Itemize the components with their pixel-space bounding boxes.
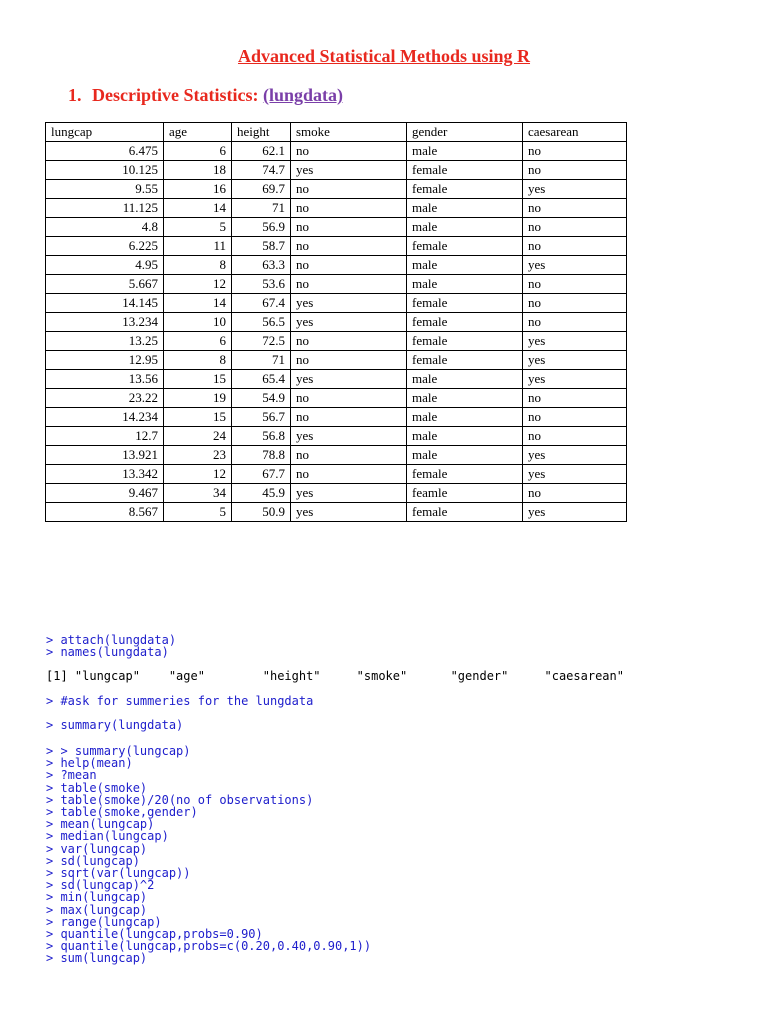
table-row <box>46 351 627 370</box>
section-heading <box>68 85 343 106</box>
table-cell-caesarean: yes <box>523 351 627 370</box>
table-cell-height: 58.7 <box>232 237 291 256</box>
table-row <box>46 237 627 256</box>
table-cell-caesarean: yes <box>523 503 627 522</box>
table-cell-caesarean: yes <box>523 180 627 199</box>
table-cell-lungcap: 14.145 <box>46 294 164 313</box>
table-cell-height: 56.8 <box>232 427 291 446</box>
table-cell-height: 69.7 <box>232 180 291 199</box>
table-header-row <box>46 123 627 142</box>
console-command-line: > var(lungcap) <box>46 841 148 856</box>
table-cell-caesarean: no <box>523 199 627 218</box>
table-cell-height: 56.9 <box>232 218 291 237</box>
table-cell-gender: male <box>407 370 523 389</box>
table-row <box>46 256 627 275</box>
table-cell-caesarean: yes <box>523 332 627 351</box>
table-row <box>46 484 627 503</box>
table-cell-lungcap: 12.7 <box>46 427 164 446</box>
table-cell-height: 56.5 <box>232 313 291 332</box>
table-cell-caesarean: no <box>523 484 627 503</box>
table-cell-height: 65.4 <box>232 370 291 389</box>
console-command-line: > names(lungdata) <box>46 645 169 660</box>
table-cell-gender: male <box>407 142 523 161</box>
column-header-age: age <box>164 123 232 142</box>
table-cell-smoke: no <box>291 389 407 408</box>
table-cell-smoke: no <box>291 275 407 294</box>
table-cell-smoke: yes <box>291 370 407 389</box>
table-cell-gender: female <box>407 332 523 351</box>
table-cell-smoke: no <box>291 465 407 484</box>
console-command-line: > mean(lungcap) <box>46 817 155 832</box>
table-cell-height: 63.3 <box>232 256 291 275</box>
table-row <box>46 199 627 218</box>
table-cell-smoke: no <box>291 199 407 218</box>
table-row <box>46 427 627 446</box>
column-header-smoke: smoke <box>291 123 407 142</box>
column-header-gender: gender <box>407 123 523 142</box>
console-command-line: > table(smoke,gender) <box>46 805 198 820</box>
table-cell-age: 12 <box>164 465 232 484</box>
table-cell-gender: female <box>407 503 523 522</box>
table-cell-smoke: yes <box>291 294 407 313</box>
table-cell-age: 8 <box>164 256 232 275</box>
table-cell-gender: male <box>407 389 523 408</box>
table-row <box>46 389 627 408</box>
table-row <box>46 465 627 484</box>
table-cell-lungcap: 13.921 <box>46 446 164 465</box>
table-cell-age: 16 <box>164 180 232 199</box>
table-cell-age: 15 <box>164 408 232 427</box>
table-cell-gender: female <box>407 351 523 370</box>
table-cell-age: 14 <box>164 199 232 218</box>
table-cell-age: 18 <box>164 161 232 180</box>
table-cell-lungcap: 4.95 <box>46 256 164 275</box>
table-cell-gender: female <box>407 465 523 484</box>
table-row <box>46 294 627 313</box>
table-cell-age: 12 <box>164 275 232 294</box>
table-cell-smoke: yes <box>291 503 407 522</box>
table-cell-lungcap: 12.95 <box>46 351 164 370</box>
table-cell-gender: male <box>407 199 523 218</box>
console-command-line: > table(smoke) <box>46 780 148 795</box>
table-cell-caesarean: yes <box>523 370 627 389</box>
table-cell-lungcap: 13.234 <box>46 313 164 332</box>
table-row <box>46 503 627 522</box>
table-cell-age: 34 <box>164 484 232 503</box>
console-command-line: > quantile(lungcap,probs=c(0.20,0.40,0.90,1)) <box>46 939 372 954</box>
table-cell-age: 11 <box>164 237 232 256</box>
table-cell-age: 14 <box>164 294 232 313</box>
table-cell-height: 67.4 <box>232 294 291 313</box>
table-cell-smoke: no <box>291 256 407 275</box>
table-cell-caesarean: no <box>523 294 627 313</box>
lungdata-table <box>45 122 627 522</box>
table-cell-height: 53.6 <box>232 275 291 294</box>
table-cell-smoke: no <box>291 237 407 256</box>
table-cell-lungcap: 23.22 <box>46 389 164 408</box>
table-cell-gender: feamle <box>407 484 523 503</box>
column-header-lungcap: lungcap <box>46 123 164 142</box>
table-cell-caesarean: no <box>523 237 627 256</box>
table-cell-caesarean: no <box>523 427 627 446</box>
table-cell-caesarean: no <box>523 218 627 237</box>
table-cell-age: 5 <box>164 503 232 522</box>
table-cell-height: 45.9 <box>232 484 291 503</box>
table-cell-gender: male <box>407 446 523 465</box>
table-cell-age: 24 <box>164 427 232 446</box>
console-command-line: > sd(lungcap) <box>46 853 140 868</box>
table-cell-smoke: yes <box>291 161 407 180</box>
console-command-line: > median(lungcap) <box>46 829 169 844</box>
r-console <box>46 634 746 965</box>
table-row <box>46 446 627 465</box>
table-cell-gender: female <box>407 180 523 199</box>
table-cell-gender: female <box>407 161 523 180</box>
document-title: Advanced Statistical Methods using R <box>237 46 531 66</box>
table-cell-lungcap: 6.225 <box>46 237 164 256</box>
table-cell-lungcap: 9.55 <box>46 180 164 199</box>
table-row <box>46 161 627 180</box>
table-cell-height: 71 <box>232 351 291 370</box>
table-cell-lungcap: 5.667 <box>46 275 164 294</box>
table-row <box>46 408 627 427</box>
table-cell-smoke: yes <box>291 484 407 503</box>
console-command-line: > range(lungcap) <box>46 914 162 929</box>
console-comment: > #ask for summeries for the lungdata <box>46 693 314 708</box>
column-header-height: height <box>232 123 291 142</box>
table-cell-gender: female <box>407 294 523 313</box>
table-row <box>46 275 627 294</box>
console-command-line: > ?mean <box>46 768 97 783</box>
table-cell-age: 19 <box>164 389 232 408</box>
table-cell-gender: female <box>407 313 523 332</box>
console-command-line: > sd(lungcap)^2 <box>46 878 155 893</box>
table-cell-height: 71 <box>232 199 291 218</box>
table-cell-lungcap: 6.475 <box>46 142 164 161</box>
table-cell-smoke: yes <box>291 313 407 332</box>
section-number: 1. <box>68 85 82 105</box>
table-cell-smoke: no <box>291 446 407 465</box>
table-cell-smoke: no <box>291 142 407 161</box>
table-cell-height: 56.7 <box>232 408 291 427</box>
table-cell-age: 6 <box>164 332 232 351</box>
table-cell-gender: male <box>407 218 523 237</box>
table-row <box>46 218 627 237</box>
table-cell-caesarean: no <box>523 313 627 332</box>
console-command-line: > max(lungcap) <box>46 902 148 917</box>
table-cell-age: 15 <box>164 370 232 389</box>
table-cell-smoke: no <box>291 180 407 199</box>
console-command-line: > > summary(lungcap) <box>46 744 191 759</box>
table-row <box>46 180 627 199</box>
table-cell-smoke: no <box>291 351 407 370</box>
table-cell-height: 67.7 <box>232 465 291 484</box>
table-cell-height: 78.8 <box>232 446 291 465</box>
console-summary-command: > summary(lungdata) <box>46 717 184 732</box>
table-cell-caesarean: yes <box>523 256 627 275</box>
table-cell-age: 6 <box>164 142 232 161</box>
console-command-line: > help(mean) <box>46 756 133 771</box>
console-command-line: > sum(lungcap) <box>46 951 148 966</box>
console-command-line: > sqrt(var(lungcap)) <box>46 866 191 881</box>
table-cell-lungcap: 9.467 <box>46 484 164 503</box>
console-output: [1] "lungcap" "age" "height" "smoke" "gender" "caesarean" <box>46 669 624 684</box>
table-cell-height: 54.9 <box>232 389 291 408</box>
table-cell-age: 10 <box>164 313 232 332</box>
console-command-line: > attach(lungdata) <box>46 633 177 647</box>
table-cell-caesarean: no <box>523 275 627 294</box>
table-cell-smoke: no <box>291 332 407 351</box>
section-label: Descriptive Statistics: <box>92 85 259 105</box>
table-cell-lungcap: 8.567 <box>46 503 164 522</box>
dataset-link[interactable]: (lungdata) <box>262 85 343 105</box>
console-command-line: > min(lungcap) <box>46 890 148 905</box>
table-row <box>46 313 627 332</box>
table-cell-lungcap: 4.8 <box>46 218 164 237</box>
table-cell-gender: female <box>407 237 523 256</box>
table-cell-caesarean: no <box>523 389 627 408</box>
table-cell-gender: male <box>407 427 523 446</box>
table-cell-caesarean: no <box>523 161 627 180</box>
table-cell-age: 5 <box>164 218 232 237</box>
table-row <box>46 332 627 351</box>
table-cell-lungcap: 13.342 <box>46 465 164 484</box>
table-cell-lungcap: 11.125 <box>46 199 164 218</box>
table-cell-gender: male <box>407 275 523 294</box>
table-cell-height: 50.9 <box>232 503 291 522</box>
table-cell-gender: male <box>407 408 523 427</box>
table-cell-height: 74.7 <box>232 161 291 180</box>
table-row <box>46 142 627 161</box>
table-cell-smoke: no <box>291 218 407 237</box>
table-cell-lungcap: 10.125 <box>46 161 164 180</box>
table-cell-caesarean: yes <box>523 465 627 484</box>
table-cell-caesarean: no <box>523 408 627 427</box>
console-command-line: > quantile(lungcap,probs=0.90) <box>46 927 263 942</box>
table-cell-caesarean: no <box>523 142 627 161</box>
table-cell-gender: male <box>407 256 523 275</box>
table-cell-age: 8 <box>164 351 232 370</box>
table-row <box>46 370 627 389</box>
table-cell-smoke: no <box>291 408 407 427</box>
table-cell-lungcap: 13.25 <box>46 332 164 351</box>
console-command-line: > table(smoke)/20(no of observations) <box>46 792 314 807</box>
table-cell-caesarean: yes <box>523 446 627 465</box>
table-cell-height: 62.1 <box>232 142 291 161</box>
table-cell-lungcap: 13.56 <box>46 370 164 389</box>
table-cell-height: 72.5 <box>232 332 291 351</box>
table-cell-lungcap: 14.234 <box>46 408 164 427</box>
table-cell-age: 23 <box>164 446 232 465</box>
column-header-caesarean: caesarean <box>523 123 627 142</box>
table-cell-smoke: yes <box>291 427 407 446</box>
